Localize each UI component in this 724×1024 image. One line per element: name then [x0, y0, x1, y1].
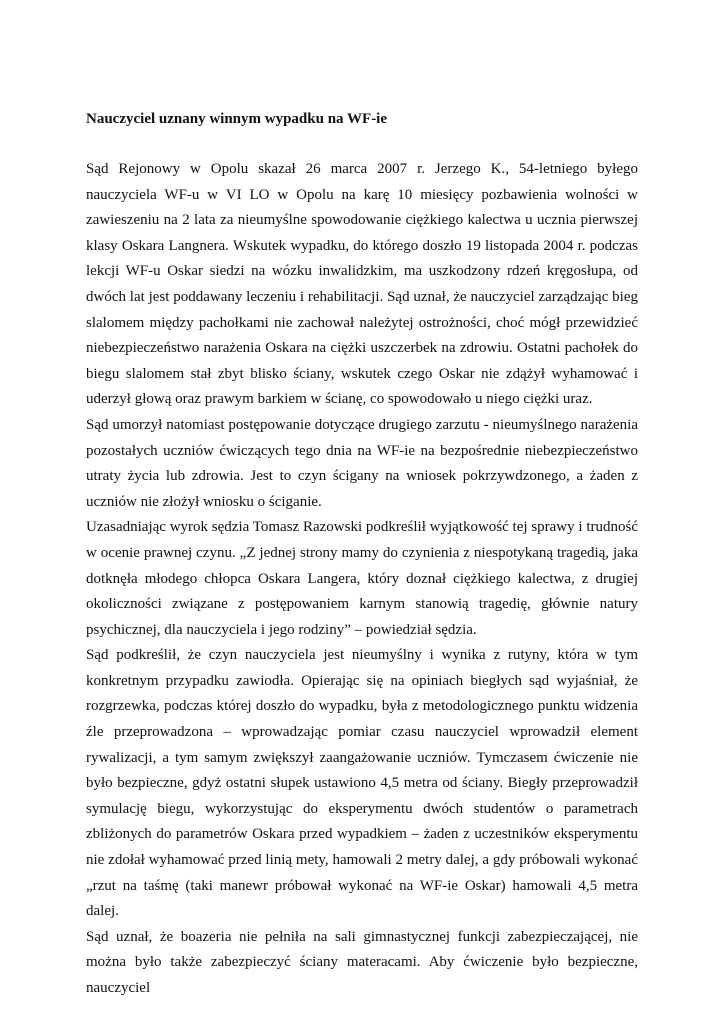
document-body: [86, 107, 638, 1002]
paragraph-court-reasoning: Sąd podkreślił, że czyn nauczyciela jest nieumyślny i wynika z rutyny, która w tym konkretnym przypadku zawiodła. Opierając się na opiniach biegłych sąd wyjaśniał, że rozgrzewka, podczas której doszło do wypadku, była z metodologicznego punktu widzenia źle przeprowadzona – wprowadzając pomiar czasu nauczyciel wprowadził element rywalizacji, a tym samym zwiększył zaangażowanie uczniów. Tymczasem ćwiczenie nie było bezpieczne, gdyż ostatni słupek ustawiono 4,5 metra od ściany. Biegły przeprowadził symulację biegu, wykorzystując do eksperymentu dwóch studentów o parametrach zbliżonych do parametrów Oskara przed wypadkiem – żaden z uczestników eksperymentu nie zdołał wyhamować przed linią mety, hamowali 2 metry dalej, a gdy próbowali wykonać „rzut na taśmę (taki manewr próbował wykonać na WF-ie Oskar) hamowali 4,5 metra dalej.: [86, 647, 638, 920]
paragraph-second-charge: Sąd umorzył natomiast postępowanie dotyczące drugiego zarzutu - nieumyślnego narażenia pozostałych uczniów ćwiczących tego dnia na WF-ie na bezpośrednie niebezpieczeństwo utraty życia lub zdrowia. Jest to czyn ścigany na wniosek pokrzywdzonego, a żaden z uczniów nie złożył wniosku o ściganie.: [86, 416, 638, 510]
paragraph-verdict: Sąd Rejonowy w Opolu skazał 26 marca 2007 r. Jerzego K., 54-letniego byłego nauczyciela WF-u w VI LO w Opolu na karę 10 miesięcy pozbawienia wolności w zawieszeniu na 2 lata za nieumyślne spowodowanie ciężkiego kalectwa u ucznia pierwszej klasy Oskara Langnera. Wskutek wypadku, do którego doszło 19 listopada 2004 r. podczas lekcji WF-u Oskar siedzi na wózku inwalidzkim, ma uszkodzony rdzeń kręgosłupa, od dwóch lat jest poddawany leczeniu i rehabilitacji. Sąd uznał, że nauczyciel zarządzając bieg slalomem między pachołkami nie zachował należytej ostrożności, choć mógł przewidzieć niebezpieczeństwo narażenia Oskara na ciężki uszczerbek na zdrowiu. Ostatni pachołek do biegu slalomem stał zbyt blisko ściany, wskutek czego Oskar nie zdążył wyhamować i uderzył głową oraz prawym barkiem w ścianę, co spowodowało u niego ciężki uraz.: [86, 161, 638, 408]
article-title: Nauczyciel uznany winnym wypadku na WF-ie: [86, 111, 388, 127]
paragraph-wall-padding: Sąd uznał, że boazeria nie pełniła na sali gimnastycznej funkcji zabezpieczającej, nie można było także zabezpieczyć ściany materacami. Aby ćwiczenie było bezpieczne, nauczyciel: [86, 928, 638, 996]
paragraph-judge-statement: Uzasadniając wyrok sędzia Tomasz Razowski podkreślił wyjątkowość tej sprawy i trudność w ocenie prawnej czynu. „Z jednej strony mamy do czynienia z niespotykaną tragedią, jaka dotknęła młodego chłopca Oskara Langera, który doznał ciężkiego kalectwa, z drugiej okoliczności związane z postępowaniem karnym stanowią tragedię, głównie natury psychicznej, dla nauczyciela i jego rodziny” – powiedział sędzia.: [86, 519, 638, 638]
